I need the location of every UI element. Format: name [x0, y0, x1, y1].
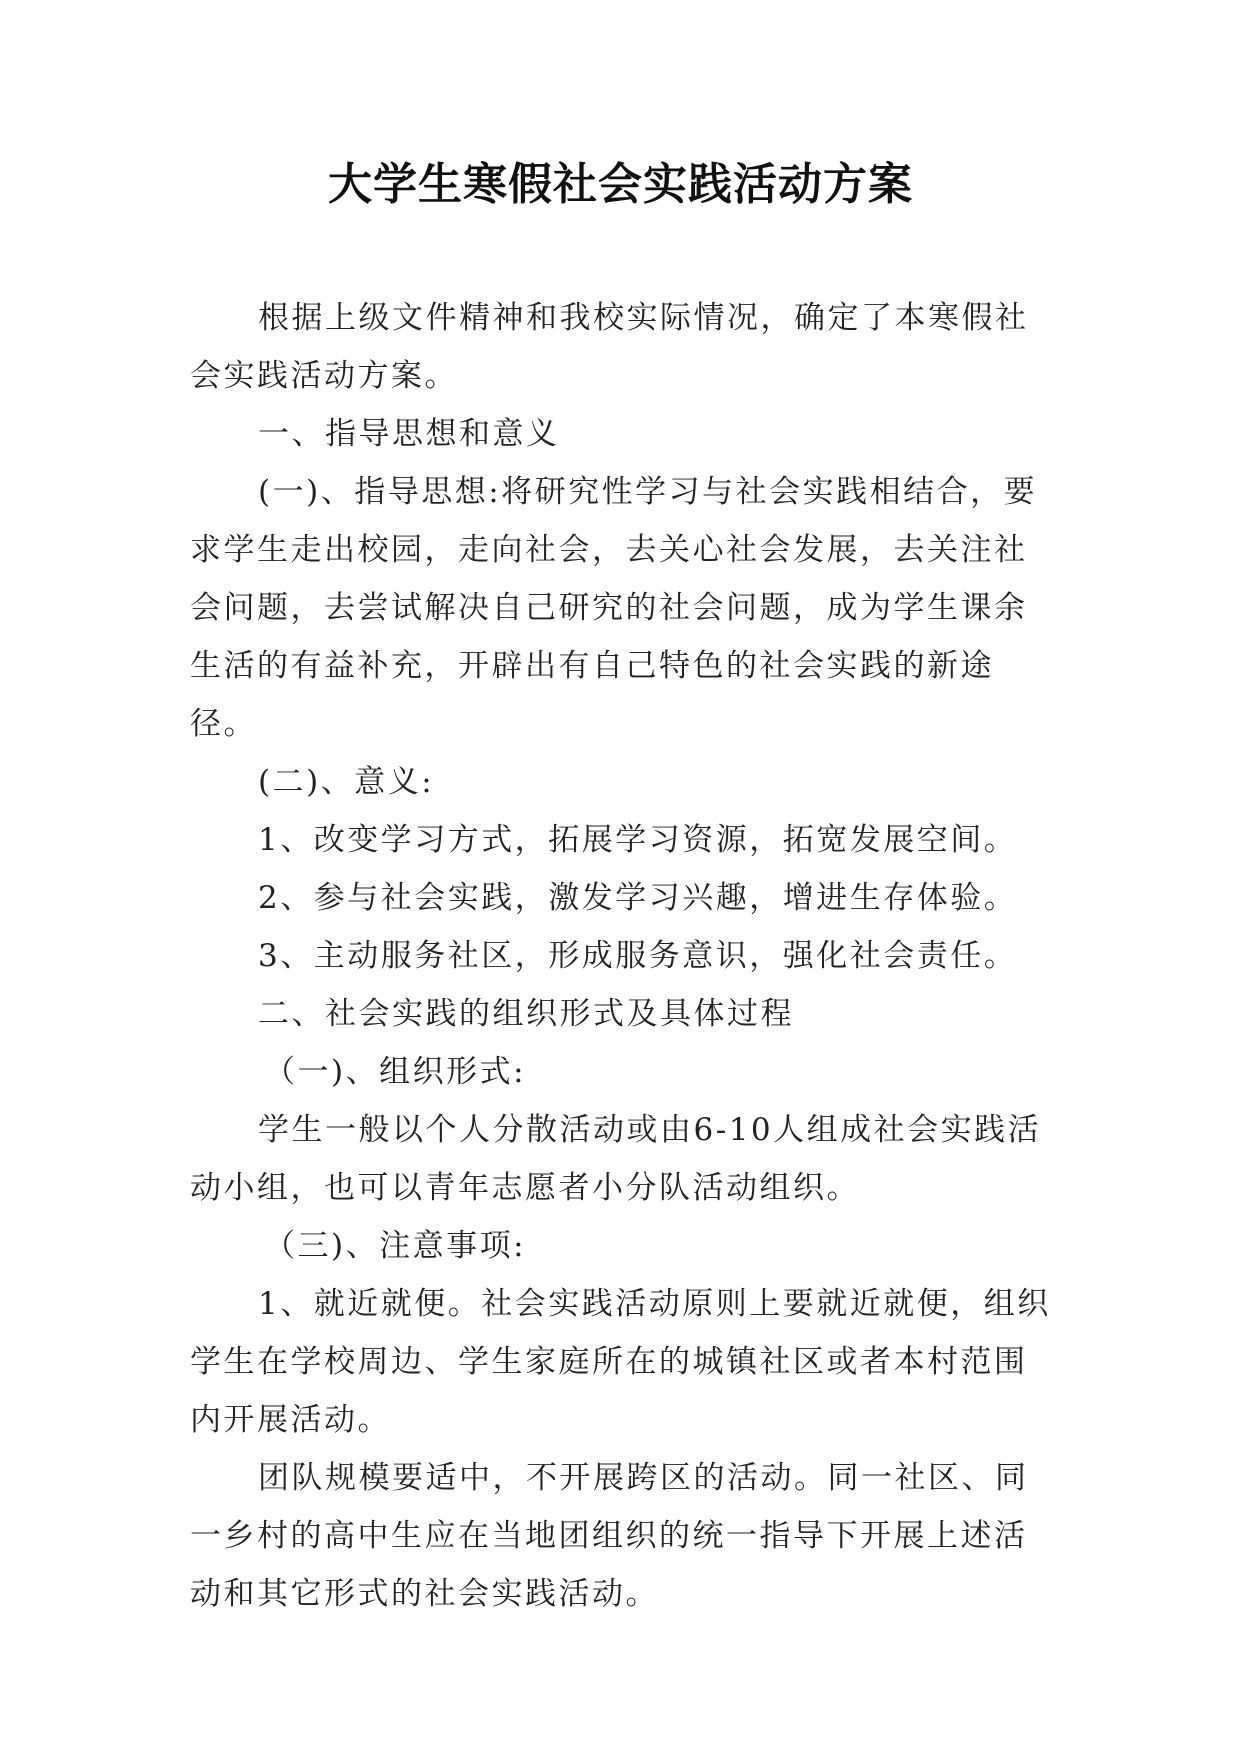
subheading-notes: （三)、注意事项: — [264, 1228, 527, 1264]
document-title: 大学生寒假社会实践活动方案 — [328, 159, 913, 210]
paragraph-note-1: 1、就近就便。社会实践活动原则上要就近就便，组织学生在学校周边、学生家庭所在的城镇社区或者本村范围内开展活动。 — [190, 1286, 1051, 1438]
paragraph-team-scale: 团队规模要适中，不开展跨区的活动。同一社区、同一乡村的高中生应在当地团组织的统一指导下开展上述活动和其它形式的社会实践活动。 — [190, 1460, 1029, 1612]
subheading-organization-form: （一)、组织形式: — [264, 1054, 527, 1090]
document-body — [190, 289, 1052, 1623]
list-item-significance-3: 3、主动服务社区，形成服务意识，强化社会责任。 — [258, 938, 1018, 974]
list-item-significance-1: 1、改变学习方式，拓展学习资源，拓宽发展空间。 — [258, 822, 1018, 858]
paragraph-organization-form: 学生一般以个人分散活动或由6-10人组成社会实践活动小组，也可以青年志愿者小分队活动组织。 — [190, 1112, 1042, 1206]
list-item-significance-2: 2、参与社会实践，激发学习兴趣，增进生存体验。 — [258, 880, 1018, 916]
heading-guiding-ideology: 一、指导思想和意义 — [258, 416, 560, 452]
paragraph-intro: 根据上级文件精神和我校实际情况，确定了本寒假社会实践活动方案。 — [190, 300, 1029, 394]
subheading-significance: (二)、意义: — [258, 764, 435, 800]
heading-organization: 二、社会实践的组织形式及具体过程 — [258, 996, 794, 1032]
paragraph-guiding-ideology: (一)、指导思想:将研究性学习与社会实践相结合，要求学生走出校园，走向社会，去关心社会发展，去关注社会问题，去尝试解决自己研究的社会问题，成为学生课余生活的有益补充，开辟出有自己特色的社会实践的新途径。 — [190, 474, 1038, 742]
